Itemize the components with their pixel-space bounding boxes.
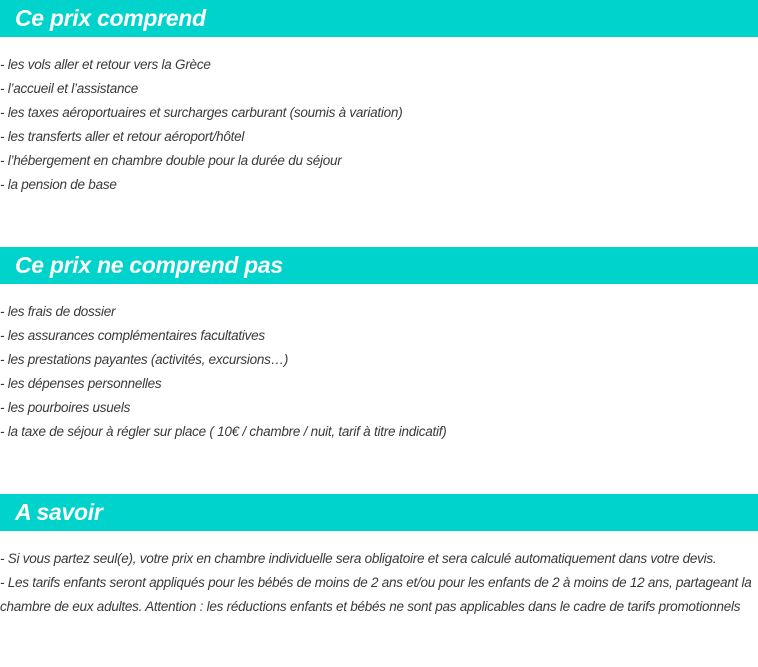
list-item: - la taxe de séjour à régler sur place ( 10€ / chambre / nuit, tarif à titre indicatif) <box>0 424 447 439</box>
list-item: - les frais de dossier <box>0 304 116 319</box>
list-item: - les transferts aller et retour aéroport/hôtel <box>0 129 245 144</box>
list-item: - la pension de base <box>0 177 117 192</box>
section-good-to-know <box>0 494 758 619</box>
included-list <box>0 53 758 197</box>
list-item: - les pourboires usuels <box>0 400 131 415</box>
list-item: - les assurances complémentaires facultatives <box>0 328 265 343</box>
section-included <box>0 0 758 197</box>
section-title: Ce prix ne comprend pas <box>0 247 758 284</box>
not-included-list <box>0 300 758 444</box>
list-item: - les vols aller et retour vers la Grèce <box>0 57 211 72</box>
paragraph: - Les tarifs enfants seront appliqués pour les bébés de moins de 2 ans et/ou pour les enfants de 2 à moins de 12 ans, partageant la chambre de eux adultes. Attention : les réductions enfants et bébés ne sont pas applicables dans le cadre de tarifs promotionnels <box>0 575 752 614</box>
section-title: Ce prix comprend <box>0 0 758 37</box>
list-item: - les taxes aéroportuaires et surcharges carburant (soumis à variation) <box>0 105 403 120</box>
paragraph: - Si vous partez seul(e), votre prix en chambre individuelle sera obligatoire et sera calculé automatiquement dans votre devis. <box>0 551 717 566</box>
list-item: - les prestations payantes (activités, excursions…) <box>0 352 289 367</box>
list-item: - les dépenses personnelles <box>0 376 162 391</box>
good-to-know-text <box>0 547 758 619</box>
section-title: A savoir <box>0 494 758 531</box>
list-item: - l’hébergement en chambre double pour la durée du séjour <box>0 153 342 168</box>
section-not-included <box>0 247 758 444</box>
list-item: - l’accueil et l’assistance <box>0 81 139 96</box>
